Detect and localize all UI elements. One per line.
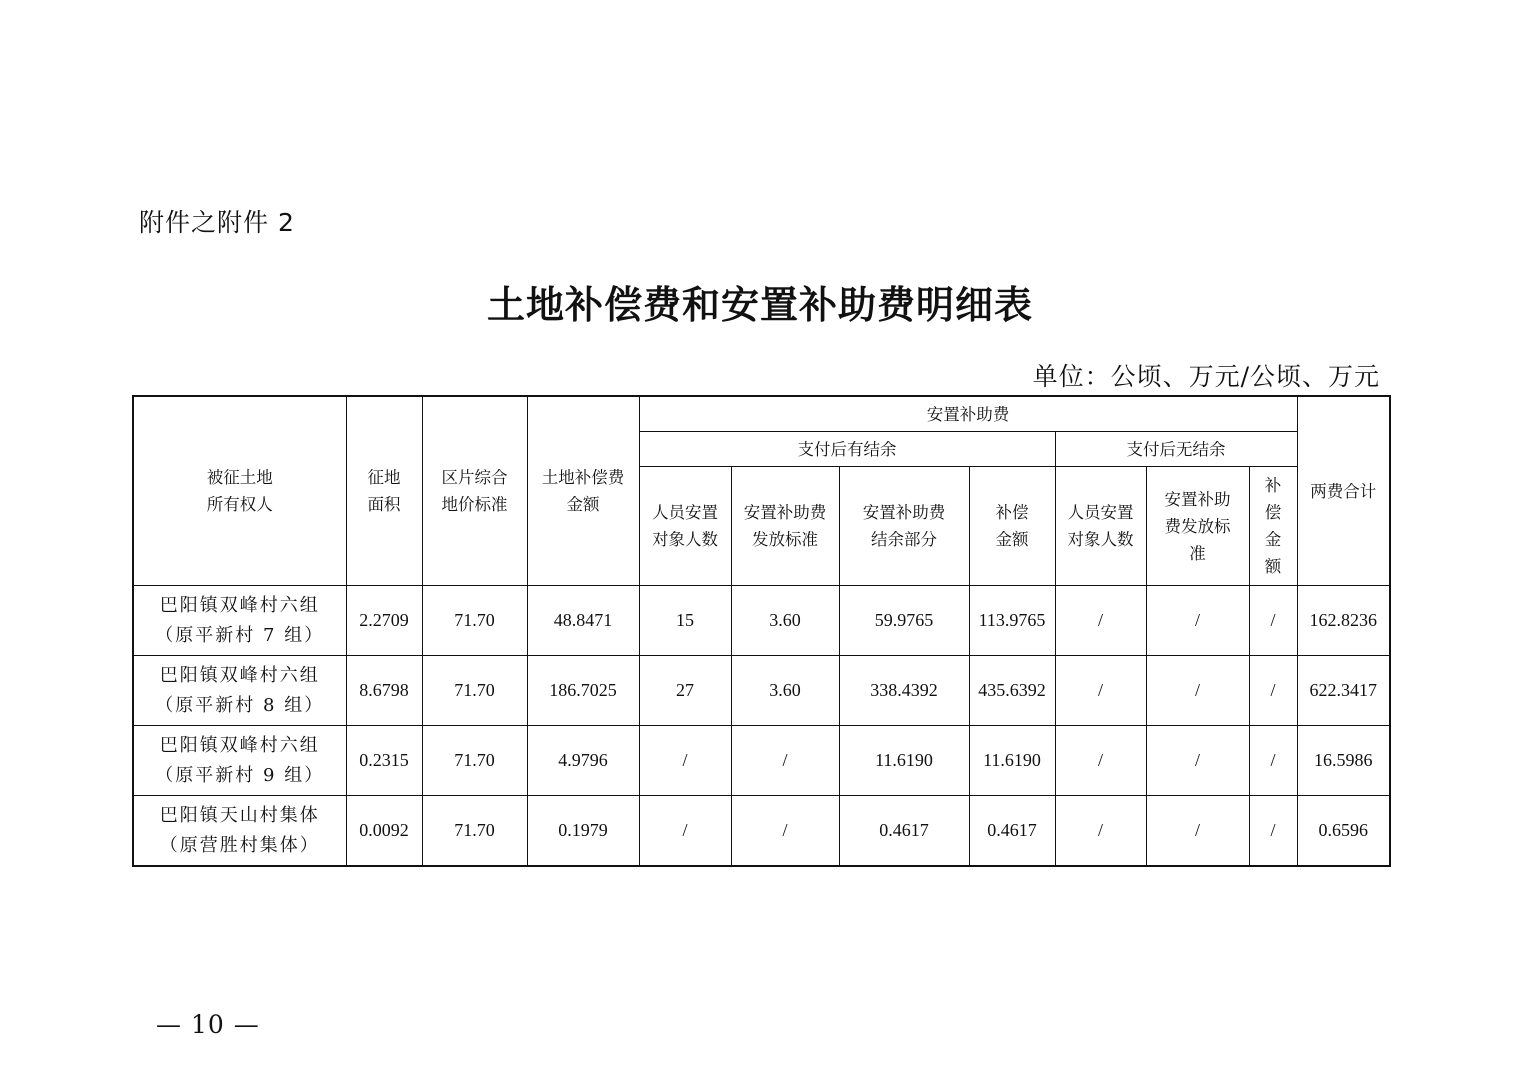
cell-comp-amount: 11.6190 bbox=[969, 726, 1055, 796]
cell-balance-part: 338.4392 bbox=[839, 656, 969, 726]
header-land-comp-line2: 金额 bbox=[566, 495, 600, 514]
header-land-comp-line1: 土地补偿费 bbox=[541, 468, 625, 487]
header-subsidy-standard-line1: 安置补助费 bbox=[743, 503, 827, 522]
header-comp-amount-line2: 金额 bbox=[995, 530, 1029, 549]
cell-subsidy-standard: / bbox=[731, 796, 839, 867]
header-comp-amount-2-c3: 金 bbox=[1264, 530, 1282, 549]
header-persons-2 bbox=[1055, 467, 1146, 586]
cell-persons: / bbox=[639, 726, 731, 796]
cell-subsidy-standard-2: / bbox=[1146, 586, 1249, 656]
cell-owner bbox=[133, 586, 346, 656]
header-standard-line1: 区片综合 bbox=[441, 468, 508, 487]
cell-subsidy-standard-2: / bbox=[1146, 656, 1249, 726]
header-balance-part-line1: 安置补助费 bbox=[862, 503, 946, 522]
header-comp-amount-2-c2: 偿 bbox=[1264, 503, 1282, 522]
document-title: 土地补偿费和安置补助费明细表 bbox=[486, 282, 1033, 327]
cell-total: 16.5986 bbox=[1297, 726, 1390, 796]
cell-comp-amount: 435.6392 bbox=[969, 656, 1055, 726]
cell-total: 0.6596 bbox=[1297, 796, 1390, 867]
header-subsidy-standard-2-line1: 安置补助 bbox=[1164, 489, 1231, 509]
owner-line1: 巴阳镇双峰村六组 bbox=[159, 734, 320, 756]
owner-line1: 巴阳镇双峰村六组 bbox=[159, 594, 320, 616]
header-standard-line2: 地价标准 bbox=[441, 495, 508, 514]
table-row bbox=[133, 796, 1390, 867]
cell-subsidy-standard-2: / bbox=[1146, 726, 1249, 796]
compensation-detail-table bbox=[132, 395, 1391, 867]
cell-standard: 71.70 bbox=[422, 726, 527, 796]
header-with-balance: 支付后有结余 bbox=[639, 432, 1055, 467]
header-subsidy-standard bbox=[731, 467, 839, 586]
cell-persons: / bbox=[639, 796, 731, 867]
cell-standard: 71.70 bbox=[422, 586, 527, 656]
header-owner-line2: 所有权人 bbox=[206, 495, 273, 514]
cell-owner bbox=[133, 726, 346, 796]
cell-subsidy-standard: 3.60 bbox=[731, 656, 839, 726]
cell-subsidy-standard: 3.60 bbox=[731, 586, 839, 656]
header-owner-line1: 被征土地 bbox=[206, 468, 273, 487]
header-comp-amount-line1: 补偿 bbox=[995, 503, 1029, 522]
cell-persons-2: / bbox=[1055, 796, 1146, 867]
header-persons-line1: 人员安置 bbox=[652, 503, 718, 522]
owner-line2: （原平新村 8 组） bbox=[155, 694, 325, 716]
cell-owner bbox=[133, 796, 346, 867]
header-total: 两费合计 bbox=[1297, 396, 1390, 586]
header-standard bbox=[422, 396, 527, 586]
header-area bbox=[346, 396, 422, 586]
cell-subsidy-standard: / bbox=[731, 726, 839, 796]
header-balance-part-line2: 结余部分 bbox=[871, 530, 937, 549]
header-comp-amount-2-c4: 额 bbox=[1264, 557, 1282, 576]
cell-comp-amount-2: / bbox=[1249, 726, 1297, 796]
owner-line1: 巴阳镇双峰村六组 bbox=[159, 664, 320, 686]
header-area-line1: 征地 bbox=[367, 468, 401, 487]
header-persons-2-line1: 人员安置 bbox=[1067, 503, 1134, 522]
cell-area: 0.2315 bbox=[346, 726, 422, 796]
cell-owner bbox=[133, 656, 346, 726]
header-without-balance: 支付后无结余 bbox=[1055, 432, 1297, 467]
owner-line2: （原平新村 9 组） bbox=[155, 764, 325, 786]
cell-comp-amount: 0.4617 bbox=[969, 796, 1055, 867]
header-comp-amount-2 bbox=[1249, 467, 1297, 586]
header-subsidy-standard-line2: 发放标准 bbox=[752, 530, 818, 549]
cell-persons-2: / bbox=[1055, 656, 1146, 726]
table-row bbox=[133, 726, 1390, 796]
page-number: — 10 — bbox=[156, 1010, 260, 1039]
cell-subsidy-standard-2: / bbox=[1146, 796, 1249, 867]
cell-comp-amount-2: / bbox=[1249, 796, 1297, 867]
cell-comp-amount-2: / bbox=[1249, 586, 1297, 656]
header-land-comp bbox=[527, 396, 639, 586]
cell-area: 8.6798 bbox=[346, 656, 422, 726]
header-subsidy-standard-2-line2: 费发放标 bbox=[1164, 516, 1231, 536]
header-persons-2-line2: 对象人数 bbox=[1067, 530, 1134, 549]
header-persons bbox=[639, 467, 731, 586]
cell-balance-part: 59.9765 bbox=[839, 586, 969, 656]
unit-label: 单位：公顷、万元/公顷、万元 bbox=[1032, 362, 1380, 391]
cell-land-comp: 186.7025 bbox=[527, 656, 639, 726]
attachment-label: 附件之附件 2 bbox=[139, 208, 295, 237]
header-area-line2: 面积 bbox=[367, 495, 401, 514]
owner-line2: （原平新村 7 组） bbox=[155, 624, 325, 646]
cell-area: 2.2709 bbox=[346, 586, 422, 656]
header-subsidy-standard-2-line3: 准 bbox=[1189, 543, 1206, 563]
header-balance-part bbox=[839, 467, 969, 586]
header-persons-line2: 对象人数 bbox=[652, 530, 718, 549]
cell-balance-part: 11.6190 bbox=[839, 726, 969, 796]
cell-persons: 27 bbox=[639, 656, 731, 726]
cell-comp-amount-2: / bbox=[1249, 656, 1297, 726]
cell-land-comp: 0.1979 bbox=[527, 796, 639, 867]
cell-comp-amount: 113.9765 bbox=[969, 586, 1055, 656]
header-resettlement: 安置补助费 bbox=[639, 396, 1297, 432]
owner-line1: 巴阳镇天山村集体 bbox=[159, 804, 320, 826]
header-comp-amount-2-c1: 补 bbox=[1264, 476, 1282, 495]
cell-land-comp: 4.9796 bbox=[527, 726, 639, 796]
cell-standard: 71.70 bbox=[422, 796, 527, 867]
table-row bbox=[133, 586, 1390, 656]
cell-standard: 71.70 bbox=[422, 656, 527, 726]
table-row bbox=[133, 656, 1390, 726]
cell-persons: 15 bbox=[639, 586, 731, 656]
cell-balance-part: 0.4617 bbox=[839, 796, 969, 867]
cell-land-comp: 48.8471 bbox=[527, 586, 639, 656]
header-owner bbox=[133, 396, 346, 586]
header-subsidy-standard-2 bbox=[1146, 467, 1249, 586]
header-comp-amount bbox=[969, 467, 1055, 586]
cell-total: 622.3417 bbox=[1297, 656, 1390, 726]
owner-line2: （原营胜村集体） bbox=[159, 834, 320, 856]
cell-total: 162.8236 bbox=[1297, 586, 1390, 656]
cell-persons-2: / bbox=[1055, 726, 1146, 796]
cell-persons-2: / bbox=[1055, 586, 1146, 656]
cell-area: 0.0092 bbox=[346, 796, 422, 867]
